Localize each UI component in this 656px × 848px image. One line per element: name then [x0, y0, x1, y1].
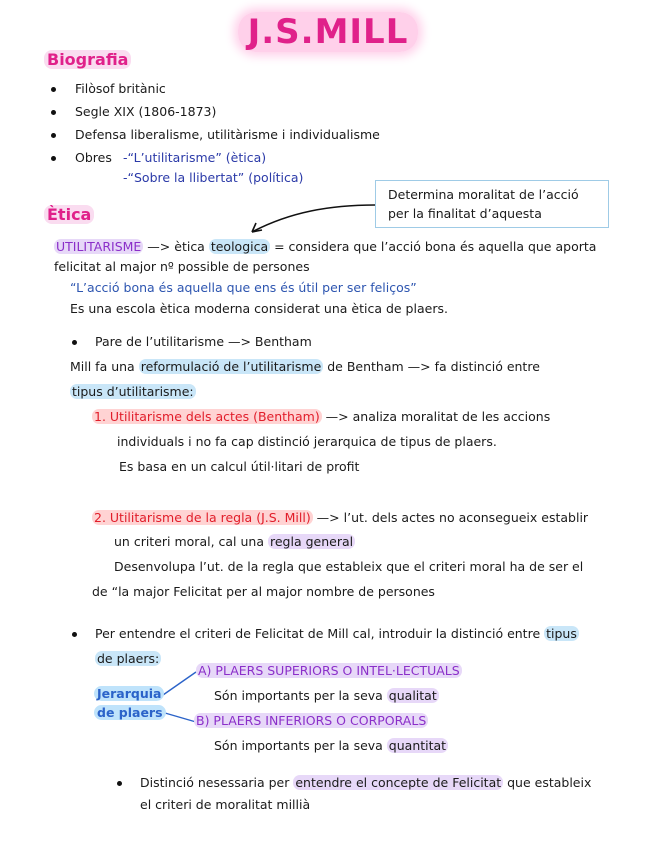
- page-title-text: J.S.MILL: [238, 12, 419, 52]
- de-plaers-line: [95, 651, 161, 667]
- bullet-dot: [72, 632, 77, 637]
- bio-item-2: Segle XIX (1806-1873): [75, 104, 217, 119]
- type2-line-4: de “la major Felicitat per al major nombre de persones: [92, 584, 435, 599]
- utilitarisme-definition: [54, 239, 596, 255]
- arrow-text: —> ètica: [143, 239, 209, 254]
- type2-line: [92, 510, 588, 526]
- felicitat-concept-highlight: entendre el concepte de Felicitat: [295, 775, 502, 790]
- escola-line: Es una escola ètica moderna considerat una ètica de plaers.: [70, 301, 448, 316]
- bullet-dot: [51, 133, 56, 138]
- final-line: [140, 775, 591, 791]
- utilitarisme-word: UTILITARISME: [56, 239, 142, 254]
- page-title: [0, 8, 656, 56]
- bullet-dot: [51, 110, 56, 115]
- reform-pre: Mill fa una: [70, 359, 139, 374]
- plaer-b-text: B) PLAERS INFERIORS O CORPORALS: [196, 713, 427, 728]
- felicitat-pre: Per entendre el criteri de Felicitat de Mill cal, introduir la distinció entre: [95, 626, 545, 641]
- plaer-a-desc: [214, 688, 439, 704]
- biografia-heading: [44, 50, 131, 70]
- etica-heading-text: Ètica: [44, 205, 94, 224]
- bullet-dot: [117, 781, 122, 786]
- bullet-dot: [51, 87, 56, 92]
- type2-line-3: Desenvolupa l’ut. de la regla que estableix que el criteri moral ha de ser el: [114, 559, 584, 574]
- note-line-2: per la finalitat d’aquesta: [388, 206, 542, 221]
- plaer-b-desc-pre: Són importants per la seva: [214, 738, 387, 753]
- jerarquia-label-1: [94, 686, 164, 702]
- definition-rest: = considera que l’acció bona és aquella que aporta: [270, 239, 597, 254]
- quote-line: “L’acció bona és aquella que ens és útil per ser feliços”: [70, 280, 417, 295]
- note-box: [375, 180, 609, 228]
- type2-line-2: [114, 534, 355, 550]
- plaer-b-desc: [214, 738, 448, 754]
- plaer-b: [194, 713, 428, 729]
- bullet-dot: [72, 340, 77, 345]
- etica-heading: [44, 205, 94, 225]
- type1-line: [92, 409, 550, 425]
- note-line-1: Determina moralitat de l’acció: [388, 187, 579, 202]
- final-pre: Distinció nesessaria per: [140, 775, 294, 790]
- tipus-line: [70, 384, 196, 400]
- type2-label: 2. Utilitarisme de la regla (J.S. Mill): [94, 510, 311, 525]
- definition-line-2: felicitat al major nº possible de persones: [54, 259, 310, 274]
- final-line-2: el criteri de moralitat millià: [140, 797, 311, 812]
- type2-line2-pre: un criteri moral, cal una: [114, 534, 268, 549]
- jerarquia-text-2: de plaers: [94, 705, 166, 720]
- bio-item-3: Defensa liberalisme, utilitàrisme i individualisme: [75, 127, 380, 142]
- jerarquia-label-2: [94, 705, 166, 721]
- de-plaers-highlight: de plaers:: [97, 651, 160, 666]
- quantitat-highlight: quantitat: [388, 738, 447, 753]
- type1-line-2: individuals i no fa cap distinció jerarquica de tipus de plaers.: [117, 434, 497, 449]
- plaer-a-desc-pre: Són importants per la seva: [214, 688, 387, 703]
- reformulacio-line: [70, 359, 540, 375]
- reform-post: de Bentham —> fa distinció entre: [323, 359, 540, 374]
- jerarquia-text-1: Jerarquia: [94, 686, 164, 701]
- reform-highlight: reformulació de l’utilitarisme: [140, 359, 322, 374]
- plaer-a: [196, 663, 462, 679]
- teleologica-word: teologica: [210, 239, 269, 254]
- type1-line-3: Es basa en un calcul útil·litari de profit: [119, 459, 360, 474]
- biografia-heading-text: Biografia: [44, 50, 131, 69]
- regla-general-highlight: regla general: [269, 534, 354, 549]
- type1-label: 1. Utilitarisme dels actes (Bentham): [94, 409, 320, 424]
- pare-line: Pare de l’utilitarisme —> Bentham: [95, 334, 312, 349]
- obra-2: -“Sobre la llibertat” (política): [123, 170, 304, 185]
- type1-rest: —> analiza moralitat de les accions: [321, 409, 551, 424]
- bullet-dot: [51, 156, 56, 161]
- bio-obres-label: Obres: [75, 150, 112, 165]
- qualitat-highlight: qualitat: [388, 688, 437, 703]
- tipus-highlight: tipus d’utilitarisme:: [72, 384, 194, 399]
- tipus-highlight-2: tipus: [546, 626, 577, 641]
- obra-1: -“L’utilitarisme” (ètica): [123, 150, 267, 165]
- felicitat-line: [95, 626, 579, 642]
- bio-item-1: Filòsof britànic: [75, 81, 166, 96]
- plaer-a-text: A) PLAERS SUPERIORS O INTEL·LECTUALS: [198, 663, 460, 678]
- type2-rest: —> l’ut. dels actes no aconsegueix establir: [312, 510, 589, 525]
- final-post: que estableix: [503, 775, 592, 790]
